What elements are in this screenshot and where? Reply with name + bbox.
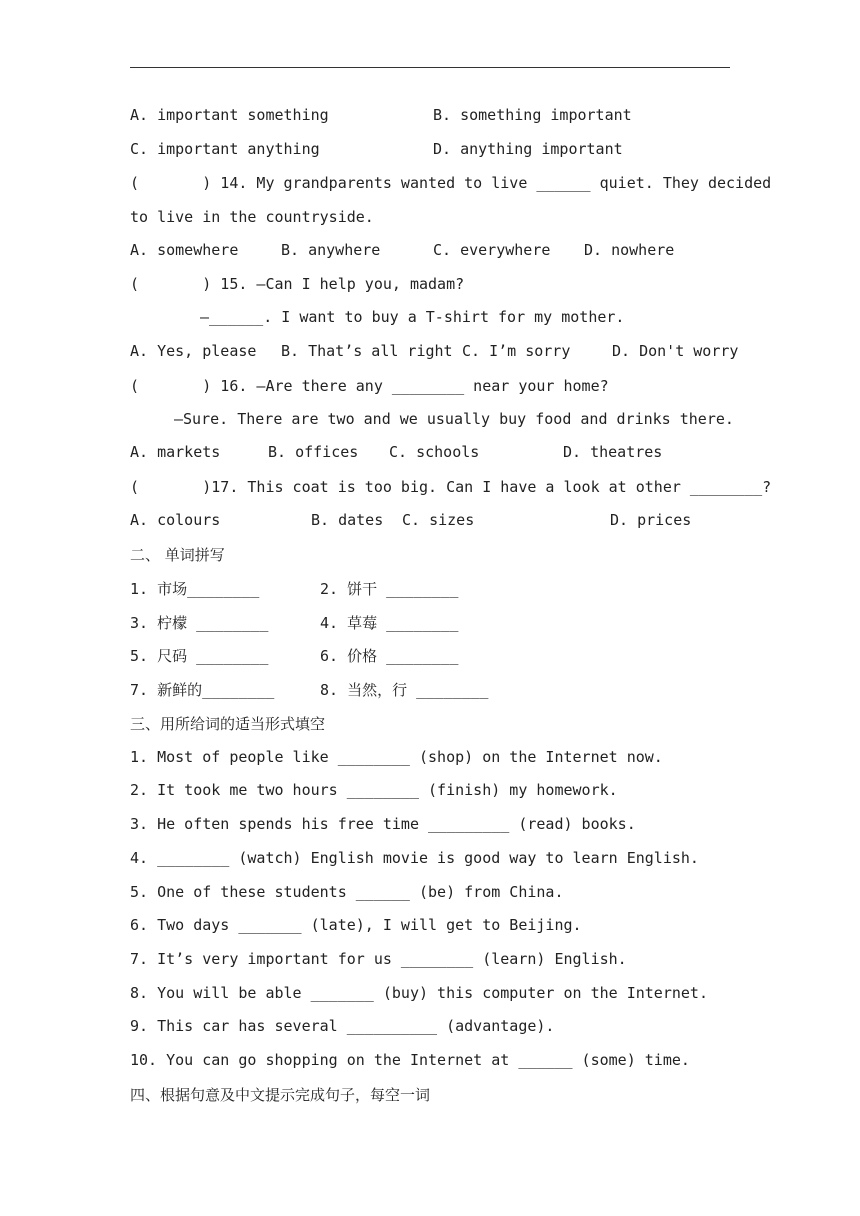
section2-title: 二、 单词拼写 — [130, 546, 225, 564]
section3-title: 三、用所给词的适当形式填空 — [130, 715, 326, 733]
q14-stem-line1: ( ) 14. My grandparents wanted to live ______ quiet. They decided — [130, 174, 772, 192]
q14-option-c: C. everywhere — [433, 241, 551, 259]
q16-option-d: D. theatres — [563, 443, 663, 461]
q13-option-c: C. important anything — [130, 140, 320, 158]
q17-option-d: D. prices — [610, 511, 692, 529]
section2-item-3: 3. 柠檬 ________ — [130, 614, 269, 632]
section2-item-4: 4. 草莓 ________ — [320, 614, 459, 632]
section3-item-3: 3. He often spends his free time _________ (read) books. — [130, 815, 636, 833]
q16-stem-line1: ( ) 16. —Are there any ________ near your home? — [130, 377, 609, 395]
section3-item-9: 9. This car has several __________ (advantage). — [130, 1017, 555, 1035]
section2-item-2: 2. 饼干 ________ — [320, 580, 459, 598]
q17-stem: ( )17. This coat is too big. Can I have a look at other ________? — [130, 478, 772, 496]
section3-item-6: 6. Two days _______ (late), I will get to Beijing. — [130, 916, 582, 934]
q15-option-a: A. Yes, please — [130, 342, 257, 360]
q17-option-c: C. sizes — [402, 511, 475, 529]
q14-stem-line2: to live in the countryside. — [130, 208, 374, 226]
section2-item-1: 1. 市场________ — [130, 580, 260, 598]
section2-item-8: 8. 当然，行 ________ — [320, 681, 489, 699]
header-rule — [130, 67, 730, 68]
q15-stem-line2: —______. I want to buy a T-shirt for my mother. — [200, 308, 625, 326]
q13-option-d: D. anything important — [433, 140, 623, 158]
q13-option-a: A. important something — [130, 106, 329, 124]
section3-item-5: 5. One of these students ______ (be) from China. — [130, 883, 564, 901]
section3-item-1: 1. Most of people like ________ (shop) on the Internet now. — [130, 748, 663, 766]
section3-item-10: 10. You can go shopping on the Internet at ______ (some) time. — [130, 1051, 690, 1069]
q13-option-b: B. something important — [433, 106, 632, 124]
q14-option-b: B. anywhere — [281, 241, 381, 259]
q15-stem-line1: ( ) 15. —Can I help you, madam? — [130, 275, 465, 293]
q14-option-a: A. somewhere — [130, 241, 239, 259]
section3-item-2: 2. It took me two hours ________ (finish) my homework. — [130, 781, 618, 799]
q16-option-c: C. schools — [389, 443, 480, 461]
q15-option-d: D. Don't worry — [612, 342, 739, 360]
section3-item-4: 4. ________ (watch) English movie is good way to learn English. — [130, 849, 699, 867]
section3-item-8: 8. You will be able _______ (buy) this computer on the Internet. — [130, 984, 708, 1002]
q14-option-d: D. nowhere — [584, 241, 675, 259]
q16-option-a: A. markets — [130, 443, 221, 461]
section3-item-7: 7. It’s very important for us ________ (learn) English. — [130, 950, 627, 968]
section2-item-6: 6. 价格 ________ — [320, 647, 459, 665]
q16-stem-line2: —Sure. There are two and we usually buy food and drinks there. — [174, 410, 734, 428]
q17-option-b: B. dates — [311, 511, 384, 529]
q15-option-c: C. I’m sorry — [462, 342, 571, 360]
section4-title: 四、根据句意及中文提示完成句子，每空一词 — [130, 1086, 431, 1104]
q16-option-b: B. offices — [268, 443, 359, 461]
q17-option-a: A. colours — [130, 511, 221, 529]
q15-option-b: B. That’s all right — [281, 342, 453, 360]
section2-item-7: 7. 新鲜的________ — [130, 681, 275, 699]
section2-item-5: 5. 尺码 ________ — [130, 647, 269, 665]
